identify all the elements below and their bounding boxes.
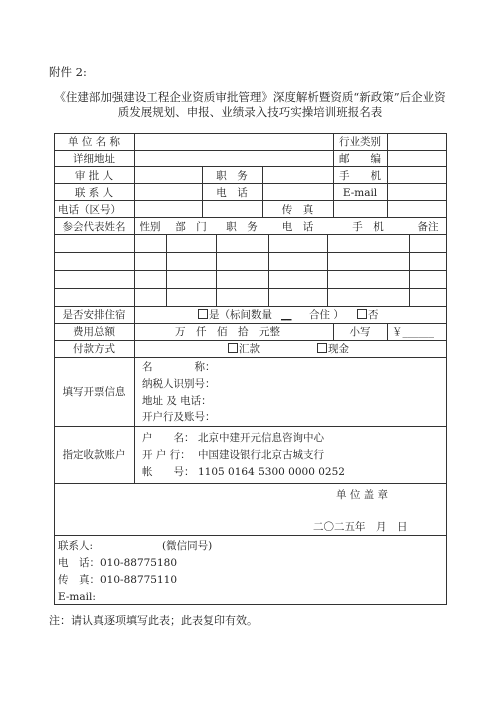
col-divider — [134, 234, 135, 323]
attachment-label: 附件 2: — [49, 65, 87, 79]
row-divider — [54, 357, 447, 358]
checkbox-icon — [198, 309, 208, 319]
form-title-line1: 《住建部加强建设工程企业资质审批管理》深度解析暨资质“新政策”后企业资 — [54, 90, 446, 104]
mobile-header: 手 机 — [352, 221, 384, 233]
contact-person: 联系人: — [58, 540, 94, 552]
col-divider — [166, 234, 167, 306]
contact-phone: 电 话：010-88775180 — [58, 557, 178, 569]
row-divider — [54, 483, 447, 484]
receiving-account-label: 指定收款账户 — [62, 449, 126, 461]
col-divider — [134, 323, 135, 357]
checkbox-icon — [317, 343, 327, 353]
col-divider — [134, 133, 135, 217]
fax-label: 传 真 — [281, 204, 314, 216]
invoice-bank-account-field: 开户行及账号： — [142, 411, 216, 423]
contact-fax: 传 真：010-88775110 — [58, 574, 178, 586]
form-title-line2: 质发展规划、申报、业绩录入技巧实操培训班报名表 — [117, 105, 383, 119]
payment-cash-option[interactable]: 现金 — [317, 342, 349, 356]
mobile-label: 手 机 — [339, 170, 381, 182]
gender-header: 性别 — [139, 221, 161, 233]
phone-header: 电 话 — [281, 221, 314, 233]
row-divider — [54, 234, 447, 235]
row-divider — [54, 200, 447, 201]
account-number-value: 1105 0164 5300 0000 0252 — [198, 466, 345, 478]
email-label: E-mail — [342, 187, 378, 199]
col-divider — [387, 133, 388, 217]
account-number-label: 帐 号： — [142, 466, 195, 478]
col-divider — [327, 234, 328, 306]
row-divider — [54, 288, 447, 289]
lodging-label: 是否安排住宿 — [62, 309, 126, 321]
payment-transfer-option[interactable]: 汇款 — [228, 342, 260, 356]
fee-lowercase-value[interactable]: ￥______ — [392, 326, 434, 338]
checkbox-icon — [228, 343, 238, 353]
col-divider — [216, 234, 217, 306]
row-divider — [54, 217, 447, 218]
account-name-value: 北京中建开元信息咨询中心 — [198, 432, 324, 444]
position-header: 职 务 — [226, 221, 258, 233]
fee-lowercase-label: 小写 — [349, 326, 371, 338]
phone-area-label: 电话（区号） — [58, 204, 121, 216]
company-seal-label: 单 位 盖 章 — [336, 489, 389, 501]
wechat-note: (微信同号) — [162, 540, 213, 552]
col-divider — [134, 357, 135, 483]
fee-label: 费用总额 — [73, 326, 115, 338]
postcode-label: 邮 编 — [339, 153, 381, 165]
attendee-name-header: 参会代表姓名 — [62, 221, 126, 233]
invoice-tax-id-field: 纳税人识别号： — [142, 378, 216, 390]
contact-email: E-mail: — [58, 591, 96, 603]
account-name-label: 户 名： — [142, 432, 195, 444]
checkbox-icon — [357, 309, 367, 319]
lodging-yes-option[interactable]: 是（标间数量 — [198, 308, 272, 322]
position-label: 职 务 — [216, 170, 248, 182]
footer-note: 注：请认真逐项填写此表；此表复印有效。 — [49, 614, 258, 627]
row-divider — [54, 252, 447, 253]
remark-header: 备注 — [417, 221, 439, 233]
approver-label: 审 批 人 — [74, 170, 114, 182]
room-count-blank[interactable]: __ — [281, 309, 292, 321]
row-divider — [54, 426, 447, 427]
fee-units: 万 仟 佰 拾 元整 — [175, 326, 280, 338]
invoice-address-phone-field: 地址 及 电话： — [142, 395, 212, 407]
phone-label: 电 话 — [216, 187, 248, 199]
col-divider — [268, 234, 269, 306]
seal-date: 二〇二五年 月 日 — [313, 521, 408, 533]
invoice-label: 填写开票信息 — [62, 386, 126, 398]
row-divider — [54, 323, 447, 324]
bank-value: 中国建设银行北京古城支行 — [198, 449, 324, 461]
invoice-name-field: 名 称： — [142, 361, 216, 373]
col-divider — [409, 234, 410, 306]
department-header: 部 门 — [175, 221, 207, 233]
contact-label: 联 系 人 — [74, 187, 114, 199]
industry-label: 行业类别 — [339, 136, 381, 148]
address-label: 详细地址 — [73, 153, 115, 165]
payment-label: 付款方式 — [73, 343, 115, 355]
col-divider — [387, 323, 388, 340]
row-divider — [54, 166, 447, 167]
row-divider — [54, 340, 447, 341]
row-divider — [54, 183, 447, 184]
unit-name-label: 单 位 名 称 — [67, 136, 120, 148]
row-divider — [54, 150, 447, 151]
lodging-no-option[interactable]: 否 — [357, 308, 379, 322]
row-divider — [54, 535, 447, 536]
shared-room-text: 合住 ） — [309, 309, 344, 321]
row-divider — [54, 270, 447, 271]
row-divider — [54, 306, 447, 307]
bank-label: 开 户 行： — [142, 449, 191, 461]
